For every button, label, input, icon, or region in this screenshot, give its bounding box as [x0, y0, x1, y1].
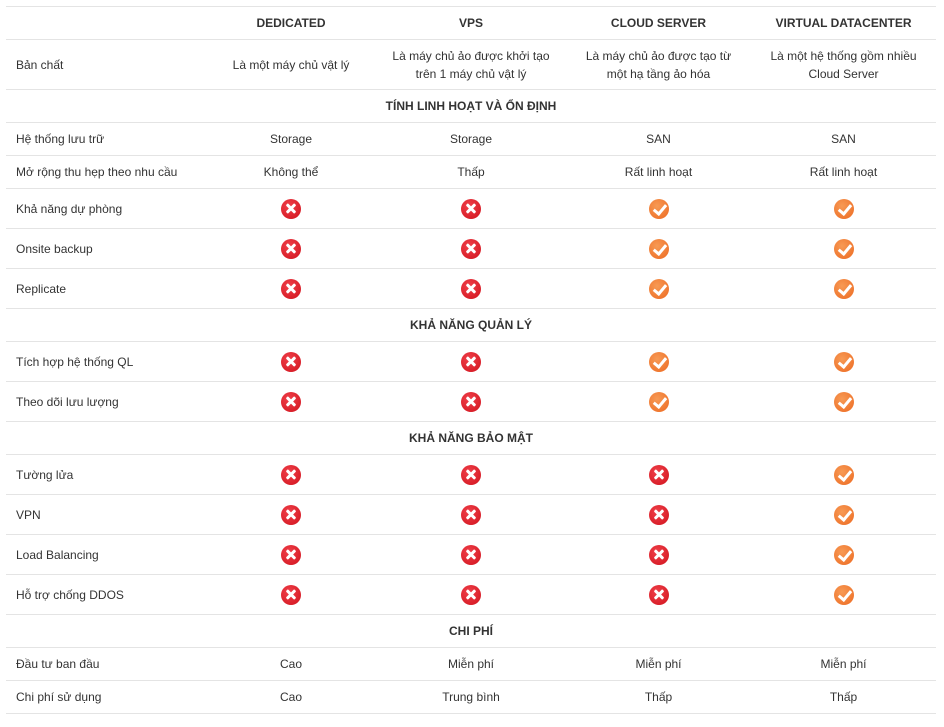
check-circle-icon — [834, 465, 854, 485]
x-circle-icon — [649, 505, 669, 525]
table-row — [6, 382, 936, 422]
x-circle-icon — [649, 545, 669, 565]
row-label: Đầu tư ban đầu — [6, 648, 206, 681]
cell-icon — [376, 455, 566, 495]
cell-icon — [751, 229, 936, 269]
row-label: Chi phí sử dụng — [6, 681, 206, 714]
x-circle-icon — [461, 239, 481, 259]
row-label: Theo dõi lưu lượng — [6, 382, 206, 422]
row-label: Replicate — [6, 269, 206, 309]
check-circle-icon — [649, 279, 669, 299]
cell-value: Miễn phí — [376, 648, 566, 681]
cell-icon — [751, 535, 936, 575]
table-row — [6, 342, 936, 382]
cell-icon — [566, 575, 751, 615]
header-vps: VPS — [376, 7, 566, 40]
table-row — [6, 648, 936, 681]
cell-icon — [566, 342, 751, 382]
table-row — [6, 495, 936, 535]
cell-icon — [206, 382, 376, 422]
header-cloud-server: CLOUD SERVER — [566, 7, 751, 40]
section-title: KHẢ NĂNG QUẢN LÝ — [6, 309, 936, 342]
section-row — [6, 615, 936, 648]
row-label: Hỗ trợ chống DDOS — [6, 575, 206, 615]
cell-value: SAN — [566, 123, 751, 156]
section-row — [6, 309, 936, 342]
cell-icon — [206, 575, 376, 615]
check-circle-icon — [649, 239, 669, 259]
check-circle-icon — [834, 585, 854, 605]
check-circle-icon — [834, 239, 854, 259]
x-circle-icon — [461, 585, 481, 605]
x-circle-icon — [281, 545, 301, 565]
cell-icon — [206, 535, 376, 575]
section-title: CHI PHÍ — [6, 615, 936, 648]
row-label: Hệ thống lưu trữ — [6, 123, 206, 156]
cell-value: Là máy chủ ảo được tạo từ một hạ tầng ảo hóa — [566, 40, 751, 90]
cell-icon — [566, 535, 751, 575]
cell-icon — [751, 342, 936, 382]
cell-value: Miễn phí — [566, 648, 751, 681]
cell-icon — [751, 189, 936, 229]
cell-icon — [376, 535, 566, 575]
check-circle-icon — [649, 352, 669, 372]
cell-icon — [566, 189, 751, 229]
cell-value: SAN — [751, 123, 936, 156]
table-row — [6, 575, 936, 615]
x-circle-icon — [461, 392, 481, 412]
table-row — [6, 40, 936, 90]
cell-icon — [566, 229, 751, 269]
x-circle-icon — [281, 465, 301, 485]
x-circle-icon — [281, 505, 301, 525]
cell-icon — [206, 495, 376, 535]
check-circle-icon — [834, 545, 854, 565]
x-circle-icon — [281, 352, 301, 372]
cell-value: Rất linh hoạt — [751, 156, 936, 189]
table-row — [6, 229, 936, 269]
cell-value: Storage — [376, 123, 566, 156]
section-title: KHẢ NĂNG BẢO MẬT — [6, 422, 936, 455]
check-circle-icon — [834, 392, 854, 412]
x-circle-icon — [281, 392, 301, 412]
cell-value: Thấp — [566, 681, 751, 714]
header-empty — [6, 7, 206, 40]
cell-icon — [566, 382, 751, 422]
row-label: Tường lửa — [6, 455, 206, 495]
cell-icon — [206, 342, 376, 382]
check-circle-icon — [834, 199, 854, 219]
cell-value: Rất linh hoạt — [566, 156, 751, 189]
x-circle-icon — [649, 585, 669, 605]
header-virtual-datacenter: VIRTUAL DATACENTER — [751, 7, 936, 40]
cell-value: Miễn phí — [751, 648, 936, 681]
row-label: Tích hợp hệ thống QL — [6, 342, 206, 382]
cell-value: Trung bình — [376, 681, 566, 714]
section-title: TÍNH LINH HOẠT VÀ ỔN ĐỊNH — [6, 90, 936, 123]
table-row — [6, 123, 936, 156]
row-label: Khả năng dự phòng — [6, 189, 206, 229]
cell-icon — [376, 342, 566, 382]
check-circle-icon — [649, 392, 669, 412]
header-dedicated: DEDICATED — [206, 7, 376, 40]
x-circle-icon — [281, 585, 301, 605]
cell-icon — [376, 269, 566, 309]
row-label: Onsite backup — [6, 229, 206, 269]
x-circle-icon — [281, 199, 301, 219]
check-circle-icon — [834, 279, 854, 299]
row-label: VPN — [6, 495, 206, 535]
row-label: Load Balancing — [6, 535, 206, 575]
cell-value: Là một máy chủ vật lý — [206, 40, 376, 90]
cell-icon — [206, 269, 376, 309]
x-circle-icon — [281, 279, 301, 299]
cell-value: Cao — [206, 681, 376, 714]
table-row — [6, 189, 936, 229]
cell-icon — [376, 382, 566, 422]
row-label: Bản chất — [6, 40, 206, 90]
section-row — [6, 90, 936, 123]
cell-icon — [376, 495, 566, 535]
row-label: Mở rộng thu hẹp theo nhu cầu — [6, 156, 206, 189]
section-row — [6, 422, 936, 455]
check-circle-icon — [649, 199, 669, 219]
cell-icon — [566, 269, 751, 309]
cell-icon — [566, 455, 751, 495]
table-row — [6, 156, 936, 189]
cell-icon — [206, 189, 376, 229]
cell-value: Thấp — [751, 681, 936, 714]
cell-icon — [751, 495, 936, 535]
cell-icon — [376, 229, 566, 269]
cell-value: Storage — [206, 123, 376, 156]
cell-icon — [566, 495, 751, 535]
cell-value: Là máy chủ ảo được khởi tạo trên 1 máy chủ vật lý — [376, 40, 566, 90]
table-row — [6, 535, 936, 575]
check-circle-icon — [834, 505, 854, 525]
x-circle-icon — [461, 545, 481, 565]
x-circle-icon — [649, 465, 669, 485]
x-circle-icon — [461, 465, 481, 485]
table-row — [6, 269, 936, 309]
header-row — [6, 7, 936, 40]
cell-icon — [376, 189, 566, 229]
cell-value: Là một hệ thống gồm nhiều Cloud Server — [751, 40, 936, 90]
cell-value: Không thể — [206, 156, 376, 189]
cell-icon — [751, 382, 936, 422]
x-circle-icon — [461, 279, 481, 299]
cell-icon — [751, 575, 936, 615]
table-row — [6, 455, 936, 495]
cell-value: Cao — [206, 648, 376, 681]
check-circle-icon — [834, 352, 854, 372]
comparison-table — [6, 6, 936, 714]
cell-icon — [751, 455, 936, 495]
cell-icon — [206, 455, 376, 495]
x-circle-icon — [281, 239, 301, 259]
cell-icon — [206, 229, 376, 269]
table-body — [6, 40, 936, 714]
cell-icon — [376, 575, 566, 615]
cell-icon — [751, 269, 936, 309]
x-circle-icon — [461, 199, 481, 219]
x-circle-icon — [461, 505, 481, 525]
table-row — [6, 681, 936, 714]
x-circle-icon — [461, 352, 481, 372]
cell-value: Thấp — [376, 156, 566, 189]
